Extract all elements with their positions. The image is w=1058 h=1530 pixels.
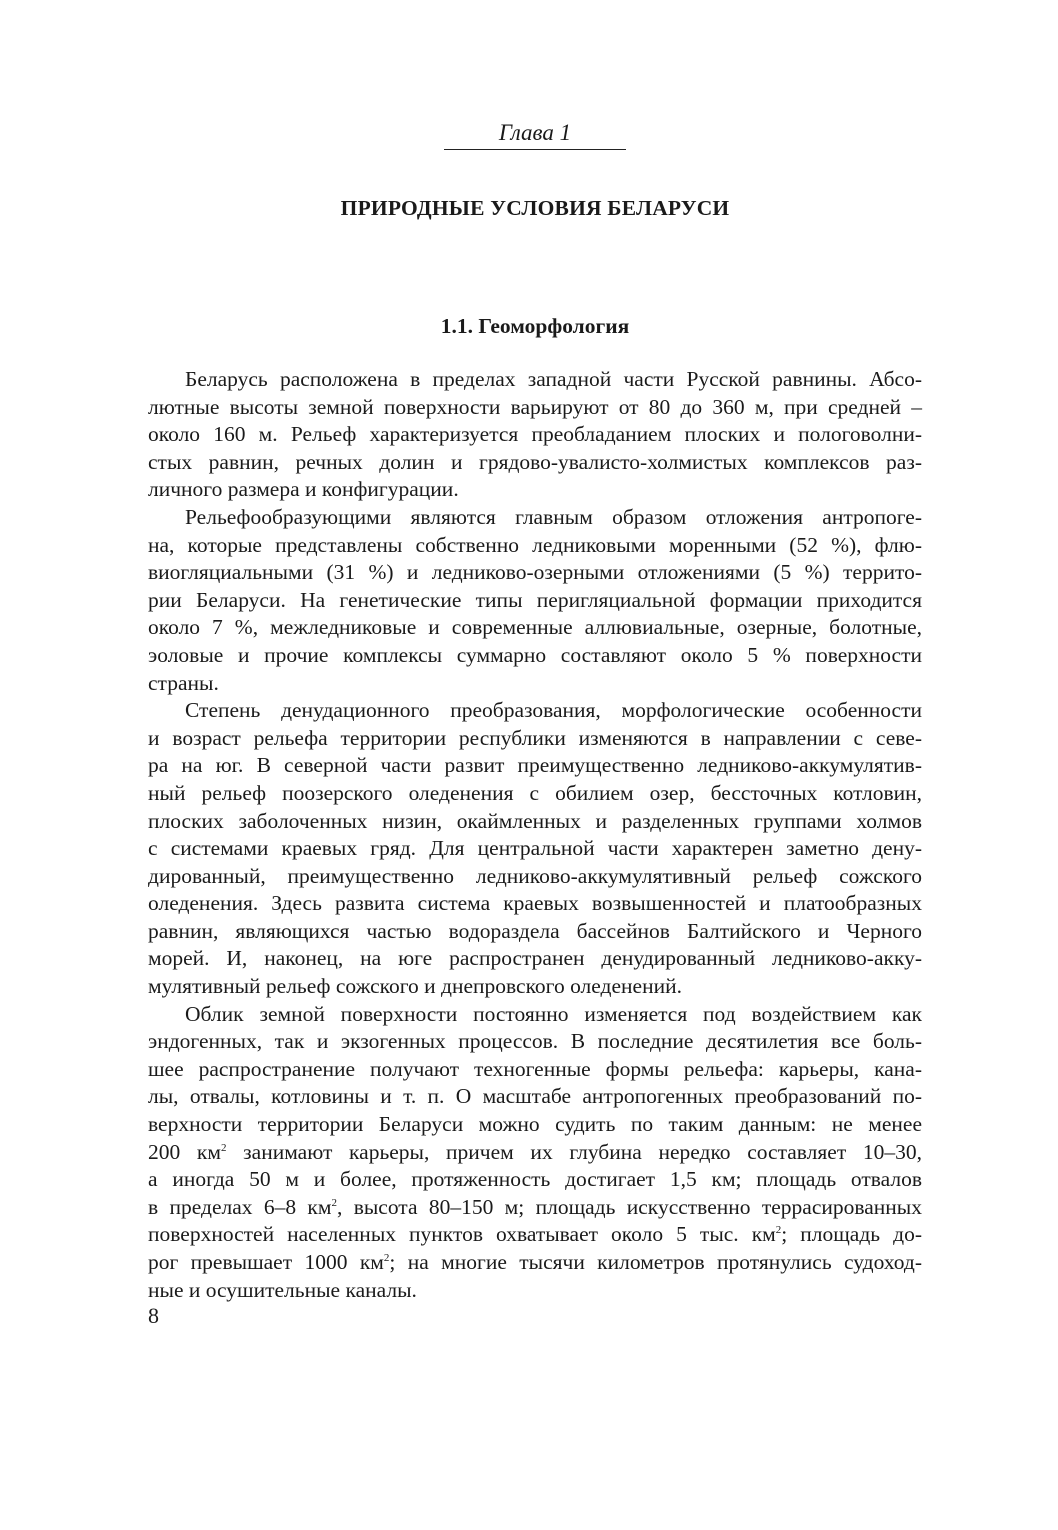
paragraph-line: с системами краевых гряд. Для центральной части характерен заметно дену- xyxy=(148,836,922,861)
paragraph-line: около 7 %, межледниковые и современные аллювиальные, озерные, болотные, xyxy=(148,615,922,640)
paragraph-line: Рельефообразующими являются главным образом отложения антропоге- xyxy=(185,504,922,529)
paragraph-line: Облик земной поверхности постоянно изменяется под воздействием как xyxy=(185,1001,922,1026)
paragraph-line: мулятивный рельеф сожского и днепровского оледенений. xyxy=(148,974,682,999)
superscript: 2 xyxy=(220,1141,227,1154)
section-title: 1.1. Геоморфология xyxy=(440,314,630,338)
paragraph-line: эоловые и прочие комплексы суммарно составляют около 5 % поверхности xyxy=(148,642,922,667)
paragraph-line: эндогенных, так и экзогенных процессов. В последние десятилетия все боль- xyxy=(148,1029,922,1054)
paragraph-line: стых равнин, речных долин и грядово-увалисто-холмистых комплексов раз- xyxy=(148,449,922,474)
chapter-title: ПРИРОДНЫЕ УСЛОВИЯ БЕЛАРУСИ xyxy=(340,196,730,220)
book-page xyxy=(148,0,922,1530)
superscript: 2 xyxy=(775,1224,782,1237)
paragraph-line: плоских заболоченных низин, окаймленных и разделенных группами холмов xyxy=(148,808,922,833)
paragraph-line: в пределах 6–8 $км^2$, высота 80–150 м; площадь искусственно террасированных xyxy=(148,1194,922,1219)
paragraph-line: ные и осушительные каналы. xyxy=(148,1277,417,1302)
paragraph-line: ра на юг. В северной части развит преимущественно ледниково-аккумулятив- xyxy=(148,753,922,778)
paragraph-line: и возраст рельефа территории республики изменяются в направлении с севе- xyxy=(148,725,922,750)
paragraph-line: поверхностей населенных пунктов охватывает около 5 тыс. $км^2$; площадь до- xyxy=(148,1222,922,1247)
paragraph-line: около 160 м. Рельеф характеризуется преобладанием плоских и пологоволни- xyxy=(148,422,922,447)
paragraph-line: ный рельеф поозерского оледенения с обилием озер, бессточных котловин, xyxy=(148,780,922,805)
paragraph-line: а иногда 50 м и более, протяженность достигает 1,5 км; площадь отвалов xyxy=(148,1167,922,1192)
paragraph-line: рии Беларуси. На генетические типы перигляциальной формации приходится xyxy=(148,587,922,612)
paragraph-line: оледенения. Здесь развита система краевых возвышенностей и платообразных xyxy=(148,891,922,916)
paragraph-line: верхности территории Беларуси можно судить по таким данным: не менее xyxy=(148,1112,922,1137)
page-number: 8 xyxy=(148,1303,159,1328)
paragraph-line: страны. xyxy=(148,670,219,695)
paragraph-line: личного размера и конфигурации. xyxy=(148,477,459,502)
paragraph-line: лы, отвалы, котловины и т. п. О масштабе антропогенных преобразований по- xyxy=(148,1084,922,1109)
paragraph-line: на, которые представлены собственно ледниковыми моренными (52 %), флю- xyxy=(148,532,922,557)
paragraph-line: лютные высоты земной поверхности варьируют от 80 до 360 м, при средней – xyxy=(148,394,922,419)
paragraph-line: дированный, преимущественно ледниково-аккумулятивный рельеф сожского xyxy=(148,863,922,888)
body-text xyxy=(148,366,922,1304)
superscript: 2 xyxy=(383,1252,390,1264)
paragraph-line: равнин, являющихся частью водораздела бассейнов Балтийского и Черного xyxy=(148,918,922,943)
paragraph-line: Степень денудационного преобразования, морфологические особенности xyxy=(185,698,922,723)
paragraph-line: виогляциальными (31 %) и ледниково-озерными отложениями (5 %) террито- xyxy=(148,560,922,585)
paragraph-line: шее распространение получают техногенные формы рельефа: карьеры, кана- xyxy=(148,1056,922,1081)
chapter-label: Глава 1 xyxy=(444,118,626,150)
paragraph-line: морей. И, наконец, на юге распространен денудированный ледниково-акку- xyxy=(148,946,922,971)
superscript: 2 xyxy=(331,1196,337,1209)
paragraph-line: рог превышает 1000 $км^2$; на многие тысячи километров протянулись судоход- xyxy=(148,1250,922,1274)
paragraph-line: 200 $км^2$ занимают карьеры, причем их глубина нередко составляет 10–30, xyxy=(148,1139,923,1164)
paragraph-line: Беларусь расположена в пределах западной части Русской равнины. Абсо- xyxy=(185,367,922,391)
